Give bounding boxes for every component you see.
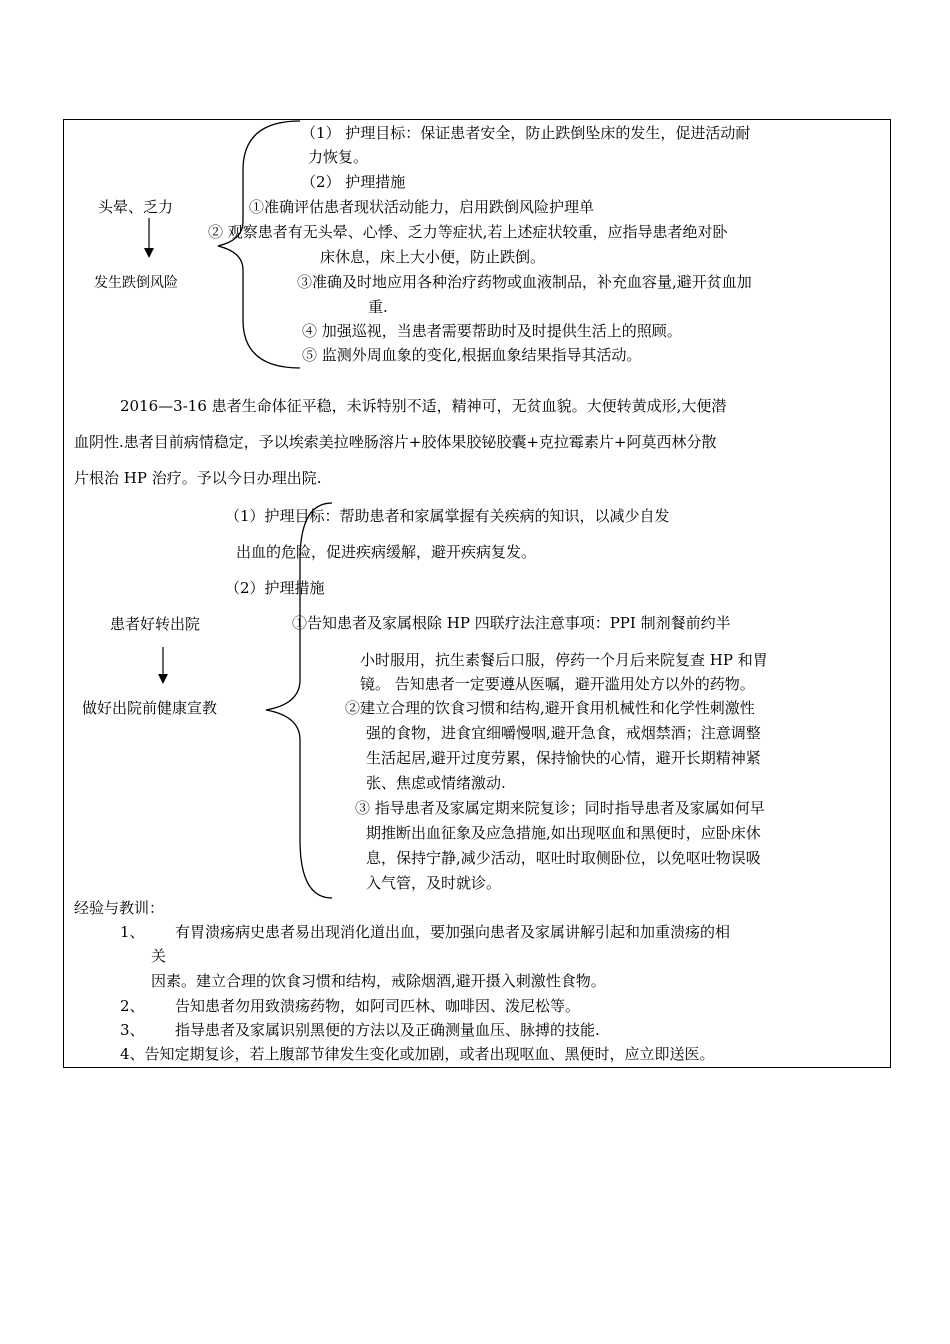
- progress-note-line: 血阴性.患者目前病情稳定，予以埃索美拉唑肠溶片+胶体果胶铋胶囊+克拉霉素片+阿莫西林分散: [74, 433, 717, 451]
- measure-item: 息，保持宁静,减少活动，呕吐时取侧卧位，以免呕吐物误吸: [366, 849, 761, 867]
- measure-item: 张、焦虑或情绪激动.: [366, 774, 506, 792]
- goal-line: （1）护理目标：帮助患者和家属掌握有关疾病的知识，以减少自发: [225, 507, 670, 525]
- arrowhead-icon: [158, 674, 168, 684]
- lesson-item: 关: [151, 947, 167, 965]
- measure-item: 重.: [368, 298, 388, 316]
- measure-item: 期推断出血征象及应急措施,如出现呕血和黑便时，应卧床休: [366, 824, 761, 842]
- measure-item: 床休息，床上大小便，防止跌倒。: [320, 248, 546, 266]
- measure-item: ①告知患者及家属根除 HP 四联疗法注意事项：PPI 制剂餐前约半: [292, 614, 731, 632]
- lesson-number: 2、: [120, 997, 145, 1015]
- measure-item: ④ 加强巡视，当患者需要帮助时及时提供生活上的照顾。: [302, 322, 682, 340]
- measures-title: （2）护理措施: [225, 579, 325, 597]
- lesson-item: 有胃溃疡病史患者易出现消化道出血，要加强向患者及家属讲解引起和加重溃疡的相: [175, 923, 731, 941]
- left-brace-icon: [218, 121, 300, 368]
- measure-item: 生活起居,避开过度劳累，保持愉快的心情，避开长期精神紧: [366, 749, 761, 767]
- progress-note-line: 2016—3-16 患者生命体征平稳，未诉特别不适，精神可，无贫血貌。大便转黄成形,大便潜: [120, 397, 727, 415]
- measure-item: 镜。 告知患者一定要遵从医嘱，避开滥用处方以外的药物。: [360, 675, 755, 693]
- measure-item: ② 观察患者有无头晕、心悸、乏力等症状,若上述症状较重，应指导患者绝对卧: [208, 223, 728, 241]
- measure-item: 强的食物，进食宜细嚼慢咽,避开急食，戒烟禁酒；注意调整: [366, 724, 761, 742]
- education-label: 做好出院前健康宣教: [82, 699, 218, 717]
- goal-line: （1） 护理目标：保证患者安全，防止跌倒坠床的发生，促进活动耐: [301, 124, 751, 142]
- risk-label: 发生跌倒风险: [94, 275, 178, 291]
- lessons-title: 经验与教训：: [74, 899, 165, 917]
- measure-item: 入气管，及时就诊。: [366, 874, 502, 892]
- lesson-number: 1、: [120, 923, 145, 941]
- lesson-item: 告知患者勿用致溃疡药物，如阿司匹林、咖啡因、泼尼松等。: [175, 997, 581, 1015]
- measure-item: 小时服用，抗生素餐后口服，停药一个月后来院复查 HP 和胃: [360, 651, 768, 669]
- lesson-number: 3、: [120, 1021, 145, 1039]
- progress-note-line: 片根治 HP 治疗。予以今日办理出院.: [74, 469, 322, 487]
- measure-item: ②建立合理的饮食习惯和结构,避开食用机械性和化学性刺激性: [345, 699, 755, 717]
- measure-item: ⑤ 监测外周血象的变化,根据血象结果指导其活动。: [302, 346, 642, 364]
- arrowhead-icon: [144, 248, 154, 258]
- measure-item: ③ 指导患者及家属定期来院复诊；同时指导患者及家属如何早: [355, 799, 765, 817]
- goal-line: 出血的危险，促进疾病缓解，避开疾病复发。: [236, 543, 537, 561]
- lesson-item: 4、告知定期复诊，若上腹部节律发生变化或加剧，或者出现呕血、黑便时，应立即送医。: [120, 1045, 715, 1063]
- lesson-item: 指导患者及家属识别黑便的方法以及正确测量血压、脉搏的技能.: [175, 1021, 600, 1039]
- measure-item: ③准确及时地应用各种治疗药物或血液制品，补充血容量,避开贫血加: [297, 273, 752, 291]
- symptom-label: 头晕、乏力: [98, 198, 174, 216]
- goal-line: 力恢复。: [308, 148, 369, 166]
- status-label: 患者好转出院: [110, 615, 201, 633]
- lesson-item: 因素。建立合理的饮食习惯和结构，戒除烟酒,避开摄入刺激性食物。: [151, 972, 606, 990]
- measures-title: （2） 护理措施: [301, 173, 406, 191]
- measure-item: ①准确评估患者现状活动能力，启用跌倒风险护理单: [249, 198, 595, 216]
